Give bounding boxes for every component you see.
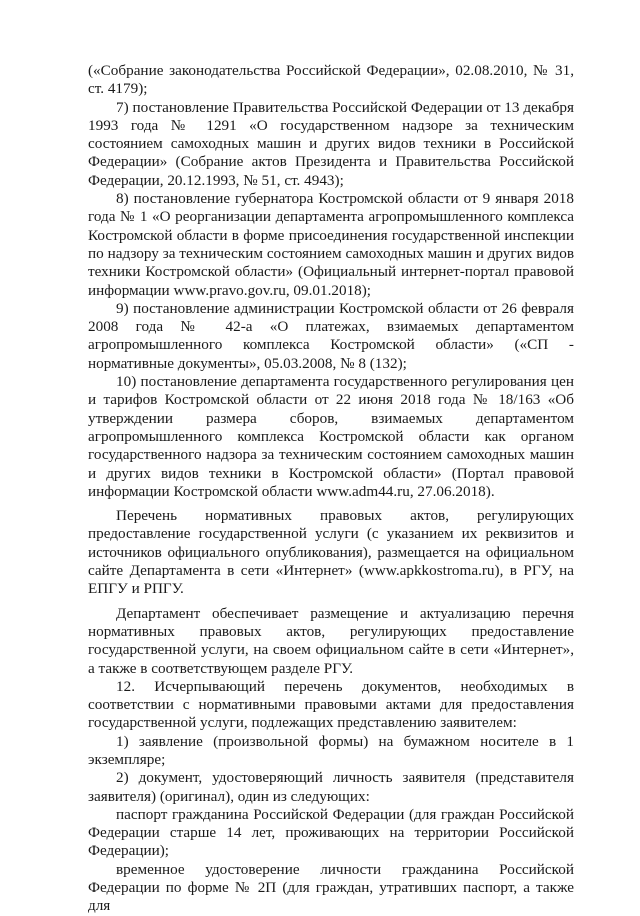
paragraph-doc-2: 2) документ, удостоверяющий личность заявителя (представителя заявителя) (оригинал), один из следующих: [88,769,574,805]
paragraph-section-12: 12. Исчерпывающий перечень документов, необходимых в соответствии с нормативными правовыми актами для предоставления государственной услуги, подлежащих представлению заявителем: [88,677,574,732]
paragraph-doc-1: 1) заявление (произвольной формы) на бумажном носителе в 1 экземпляре; [88,732,574,768]
paragraph-item-8: 8) постановление губернатора Костромской области от 9 января 2018 года № 1 «О реорганизации департамента агропромышленного комплекса Костромской области в форме присоединения государственной инспекции по надзору за техническим состоянием самоходных машин и других видов техники Костромской области» (Официальный интернет-портал правовой информации www.pravo.gov.ru, 09.01.2018); [88,190,574,299]
paragraph-passport: паспорт гражданина Российской Федерации (для граждан Российской Федерации старше 14 лет, проживающих на территории Российской Федерации); [88,805,574,860]
paragraph-temporary-id: временное удостоверение личности гражданина Российской Федерации по форме № 2П (для граждан, утративших паспорт, а также для [88,860,574,915]
paragraph-source-citation: («Собрание законодательства Российской Федерации», 02.08.2010, № 31, ст. 4179); [88,62,574,98]
paragraph-item-10: 10) постановление департамента государственного регулирования цен и тарифов Костромской области от 22 июня 2018 года № 18/163 «Об утверждении размера сборов, взимаемых департаментом агропромышленного комплекса Костромской области как органом государственного надзора за техническим состоянием самоходных машин и других видов техники в Костромской области» (Портал правовой информации Костромской области www.adm44.ru, 27.06.2018). [88,373,574,500]
paragraph-department-duties: Департамент обеспечивает размещение и актуализацию перечня нормативных правовых актов, регулирующих предоставление государственной услуги, на своем официальном сайте в сети «Интернет», а также в соответствующем разделе РГУ. [88,604,574,677]
document-body [88,62,574,916]
paragraph-item-7: 7) постановление Правительства Российской Федерации от 13 декабря 1993 года № 1291 «О государственном надзоре за техническим состоянием самоходных машин и других видов техники в Российской Федерации» (Собрание актов Президента и Правительства Российской Федерации, 20.12.1993, № 51, ст. 4943); [88,98,574,189]
paragraph-item-9: 9) постановление администрации Костромской области от 26 февраля 2008 года № 42-а «О платежах, взимаемых департаментом агропромышленного комплекса Костромской области» («СП - нормативные документы», 05.03.2008, № 8 (132); [88,299,574,372]
paragraph-list-publication: Перечень нормативных правовых актов, регулирующих предоставление государственной услуги (с указанием их реквизитов и источников официального опубликования), размещается на официальном сайте Департамента в сети «Интернет» (www.apkkostroma.ru), в РГУ, на ЕПГУ и РПГУ. [88,507,574,598]
